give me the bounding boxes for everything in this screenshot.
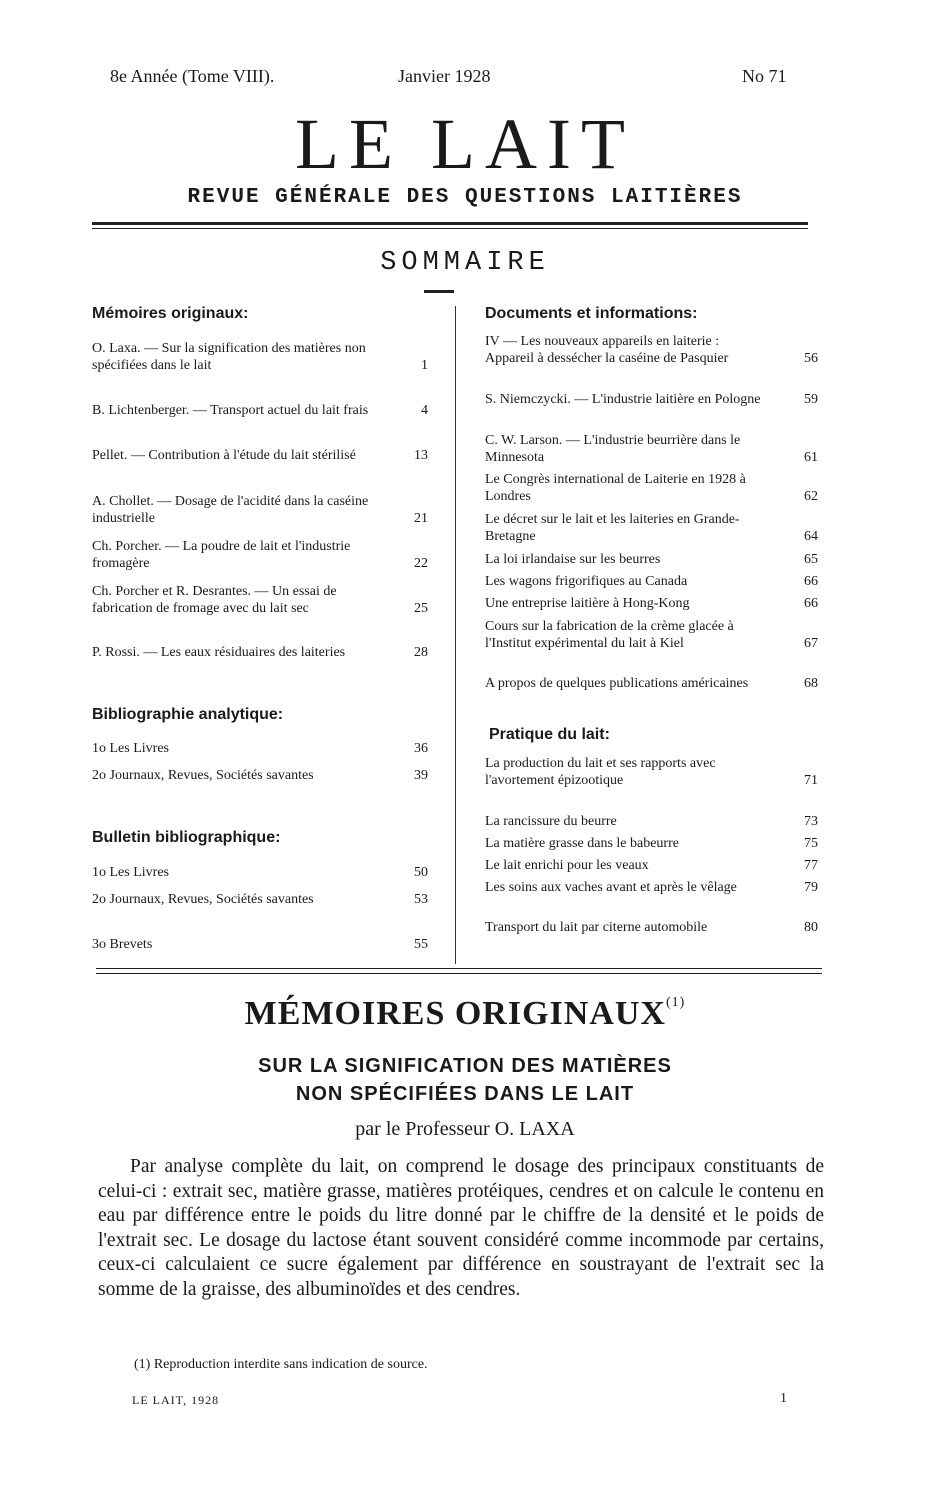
- toc-entry-page: 1: [421, 357, 428, 373]
- toc-entry[interactable]: [92, 341, 428, 374]
- toc-entry-page: 79: [804, 880, 818, 895]
- footnote: (1) Reproduction interdite sans indication de source.: [134, 1357, 428, 1372]
- toc-entry-page: 66: [804, 596, 818, 611]
- toc-entry-page: 62: [804, 488, 818, 504]
- toc-entry[interactable]: [92, 768, 428, 785]
- volume-info: 8e Année (Tome VIII).: [110, 66, 275, 86]
- toc-entry-page: 21: [414, 510, 428, 526]
- toc-entry-page: 68: [804, 676, 818, 691]
- section-title-text: MÉMOIRES ORIGINAUX: [244, 995, 666, 1032]
- toc-entry-text: S. Niemczycki. — L'industrie laitière en Pologne: [485, 392, 761, 407]
- toc-entry[interactable]: [92, 645, 428, 662]
- toc-entry-page: 36: [414, 741, 428, 756]
- issue-date: Janvier 1928: [398, 66, 491, 86]
- toc-entry-page: 61: [804, 449, 818, 465]
- toc-entry-page: 56: [804, 350, 818, 366]
- toc-entry[interactable]: [485, 858, 818, 875]
- sommaire-rule-bottom: [96, 973, 822, 974]
- toc-entry[interactable]: [485, 814, 818, 831]
- article-body: [98, 1155, 824, 1303]
- toc-entry[interactable]: [485, 920, 818, 937]
- toc-entry-page: 28: [414, 645, 428, 660]
- page-number: 1: [780, 1391, 787, 1406]
- article-byline: par le Professeur O. LAXA: [355, 1118, 575, 1140]
- toc-entry[interactable]: [485, 836, 818, 853]
- toc-entry-text: Le lait enrichi pour les veaux: [485, 858, 649, 873]
- title-rule-thin: [92, 228, 808, 229]
- toc-entry-page: 65: [804, 552, 818, 567]
- toc-entry[interactable]: [485, 596, 818, 613]
- toc-entry[interactable]: [485, 433, 818, 466]
- toc-entry-page: 4: [421, 403, 428, 418]
- toc-entry-page: 64: [804, 528, 818, 544]
- toc-entry-text: La loi irlandaise sur les beurres: [485, 552, 661, 567]
- sommaire-left-column: [92, 300, 428, 970]
- toc-entry-text: Ch. Porcher. — La poudre de lait et l'industrie fromagère: [92, 539, 351, 571]
- toc-entry-text: O. Laxa. — Sur la signification des matières non spécifiées dans le lait: [92, 341, 366, 373]
- toc-entry-page: 67: [804, 635, 818, 651]
- toc-entry-page: 71: [804, 772, 818, 788]
- section-footnote-marker: (1): [665, 995, 686, 1010]
- toc-entry-page: 55: [414, 937, 428, 952]
- toc-entry-page: 66: [804, 574, 818, 589]
- sommaire-right-column: [485, 300, 818, 970]
- section-heading-memoires: Mémoires originaux:: [92, 305, 249, 322]
- toc-entry[interactable]: [92, 892, 428, 909]
- toc-entry[interactable]: [485, 574, 818, 591]
- toc-entry-page: 22: [414, 555, 428, 571]
- sommaire-rule-top: [96, 968, 822, 969]
- toc-entry-text: Le Congrès international de Laiterie en 1928 à Londres: [485, 472, 746, 504]
- journal-subtitle: REVUE GÉNÉRALE DES QUESTIONS LAITIÈRES: [187, 186, 743, 209]
- toc-entry-page: 59: [804, 392, 818, 407]
- section-heading-documents: Documents et informations:: [485, 305, 698, 322]
- issue-number: No 71: [742, 66, 787, 86]
- toc-entry[interactable]: [485, 619, 818, 652]
- toc-entry-text: C. W. Larson. — L'industrie beurrière dans le Minnesota: [485, 433, 741, 465]
- title-rule-thick: [92, 222, 808, 225]
- toc-entry-page: 75: [804, 836, 818, 851]
- toc-entry[interactable]: [92, 937, 428, 954]
- toc-entry-text: Les wagons frigorifiques au Canada: [485, 574, 688, 589]
- toc-entry[interactable]: [92, 494, 428, 527]
- column-divider: [455, 306, 456, 964]
- toc-entry-text: La production du lait et ses rapports avec l'avortement épizootique: [485, 756, 716, 788]
- toc-entry[interactable]: [485, 392, 818, 409]
- toc-entry[interactable]: [485, 676, 818, 693]
- toc-entry-page: 80: [804, 920, 818, 935]
- toc-entry[interactable]: [92, 584, 428, 617]
- toc-entry[interactable]: [92, 865, 428, 882]
- toc-entry-text: Transport du lait par citerne automobile: [485, 920, 708, 935]
- toc-entry[interactable]: [92, 741, 428, 758]
- toc-entry-text: Cours sur la fabrication de la crème glacée à l'Institut expérimental du lait à Kiel: [485, 619, 734, 651]
- footer-journal: LE LAIT, 1928: [132, 1393, 220, 1407]
- toc-entry-text: A propos de quelques publications américaines: [485, 676, 749, 691]
- toc-entry-page: 73: [804, 814, 818, 829]
- article-paragraph: Par analyse complète du lait, on comprend le dosage des principaux constituants de celui-ci : extrait sec, matière grasse, matières protéiques, cendres et on calcule le contenu en eau par différence entre le poids du litre donné par le chiffre de la densité et le poids de l'extrait sec. Le dosage du lactose étant souvent considéré comme incommode par certains, ceux-ci calculaient ce sucre également par différence en soustrayant de l'extrait sec la somme de la graisse, des albuminoïdes et des cendres.: [98, 1156, 824, 1300]
- toc-entry[interactable]: [92, 448, 428, 465]
- toc-entry-page: 25: [414, 600, 428, 616]
- toc-entry-text: Une entreprise laitière à Hong-Kong: [485, 596, 690, 611]
- toc-entry-text: Ch. Porcher et R. Desrantes. — Un essai de fabrication de fromage avec du lait sec: [92, 584, 337, 616]
- section-heading-bulletin: Bulletin bibliographique:: [92, 829, 281, 846]
- toc-entry-text: 2o Journaux, Revues, Sociétés savantes: [92, 892, 314, 907]
- toc-entry-text: 1o Les Livres: [92, 741, 169, 756]
- article-title-line-2: NON SPÉCIFIÉES DANS LE LAIT: [295, 1083, 635, 1105]
- toc-entry-text: Les soins aux vaches avant et après le vêlage: [485, 880, 737, 895]
- sommaire-heading: SOMMAIRE: [380, 248, 550, 278]
- toc-entry[interactable]: [485, 880, 818, 897]
- toc-entry-text: Pellet. — Contribution à l'étude du lait stérilisé: [92, 448, 356, 463]
- toc-entry-page: 53: [414, 892, 428, 907]
- toc-entry[interactable]: [92, 403, 428, 420]
- toc-entry[interactable]: [485, 334, 818, 367]
- section-heading-pratique: Pratique du lait:: [489, 726, 610, 743]
- toc-entry[interactable]: [485, 472, 818, 505]
- toc-entry-page: 77: [804, 858, 818, 873]
- toc-entry-page: 39: [414, 768, 428, 783]
- toc-entry[interactable]: [485, 756, 818, 789]
- toc-entry-text: B. Lichtenberger. — Transport actuel du lait frais: [92, 403, 369, 418]
- toc-entry-text: A. Chollet. — Dosage de l'acidité dans la caséine industrielle: [92, 494, 369, 526]
- sommaire-dash: [424, 290, 454, 293]
- toc-entry-text: 1o Les Livres: [92, 865, 169, 880]
- toc-entry-text: IV — Les nouveaux appareils en laiterie : Appareil à dessécher la caséine de Pasquier: [485, 334, 729, 366]
- toc-entry-text: 3o Brevets: [92, 937, 153, 952]
- toc-entry-text: Le décret sur le lait et les laiteries en Grande-Bretagne: [485, 512, 740, 544]
- toc-entry[interactable]: [92, 539, 428, 572]
- toc-entry-text: P. Rossi. — Les eaux résiduaires des laiteries: [92, 645, 346, 660]
- toc-entry-text: 2o Journaux, Revues, Sociétés savantes: [92, 768, 314, 783]
- toc-entry-page: 50: [414, 865, 428, 880]
- article-title-line-1: SUR LA SIGNIFICATION DES MATIÈRES: [258, 1055, 672, 1077]
- toc-entry-text: La rancissure du beurre: [485, 814, 617, 829]
- toc-entry[interactable]: [485, 512, 818, 545]
- section-title: [0, 995, 930, 1033]
- toc-entry-text: La matière grasse dans le babeurre: [485, 836, 679, 851]
- journal-title: LE LAIT: [295, 104, 635, 184]
- section-heading-bibliographie: Bibliographie analytique:: [92, 706, 284, 723]
- toc-entry[interactable]: [485, 552, 818, 569]
- toc-entry-page: 13: [414, 448, 428, 463]
